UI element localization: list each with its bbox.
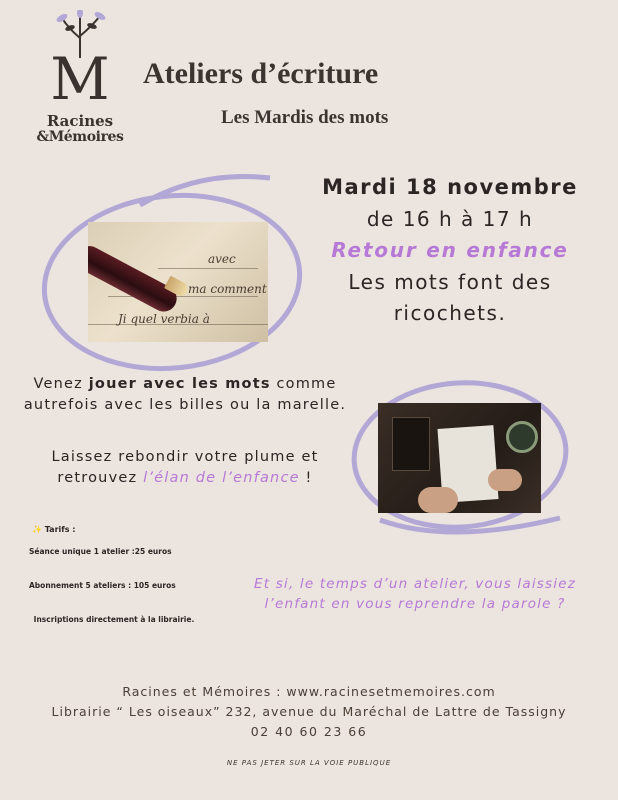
invitation-text-b: ! <box>299 470 313 486</box>
registration-note: Inscriptions directement à la librairie. <box>33 615 195 624</box>
logo-name-line1: Racines <box>46 112 114 130</box>
logo <box>30 10 130 145</box>
writing-hand-photo <box>378 403 541 513</box>
photo1-handwriting-2: ma comment <box>188 282 267 296</box>
price-single: Séance unique 1 atelier :25 euros <box>29 547 172 556</box>
event-tagline-line2: ricochets. <box>393 301 507 325</box>
hand-shape-left <box>418 487 458 513</box>
intro-text-a: Venez <box>33 376 89 392</box>
footer-phone: 02 40 60 23 66 <box>250 724 368 739</box>
photo1-handwriting-1: avec <box>208 252 236 266</box>
book-shape <box>392 417 430 471</box>
hand-shape-right <box>488 469 522 491</box>
event-time: de 16 h à 17 h <box>366 207 534 231</box>
footer-website: Racines et Mémoires : www.racinesetmemoires.com <box>122 684 496 699</box>
pen-shape <box>88 242 181 317</box>
invitation-paragraph <box>20 447 350 489</box>
intro-text-b: comme autrefois avec les billes ou la marelle. <box>23 376 347 413</box>
invitation-text-a: Laissez rebondir votre plume et retrouvez <box>51 449 319 486</box>
intro-paragraph <box>20 374 350 416</box>
price-subscription: Abonnement 5 ateliers : 105 euros <box>29 581 176 590</box>
pricing-heading: ✨ Tarifs : <box>32 525 76 534</box>
footer-address: Librairie “ Les oiseaux” 232, avenue du Maréchal de Lattre de Tassigny <box>51 704 567 719</box>
logo-name-line2: &Mémoires <box>36 129 124 145</box>
intro-text-bold: jouer avec les mots <box>88 376 271 392</box>
footer-notice: NE PAS JETER SUR LA VOIE PUBLIQUE <box>226 759 392 767</box>
photo1-handwriting-3: Ji quel verbia à <box>118 312 210 326</box>
event-theme: Retour en enfance <box>331 238 569 262</box>
event-tagline-line1: Les mots font des <box>348 270 552 294</box>
closing-quote: Et si, le temps d’un atelier, vous laissiez l’enfant en vous reprendre la parole ? <box>253 576 577 612</box>
logo-monogram: M <box>50 45 110 113</box>
invitation-highlight: l’élan de l’enfance <box>143 470 300 486</box>
page-subtitle: Les Mardis des mots <box>221 107 389 128</box>
event-date: Mardi 18 novembre <box>322 175 578 199</box>
cup-shape <box>506 421 538 453</box>
page-title: Ateliers d’écriture <box>143 57 379 90</box>
ring-top-tail <box>140 177 270 205</box>
fountain-pen-photo <box>88 222 268 342</box>
